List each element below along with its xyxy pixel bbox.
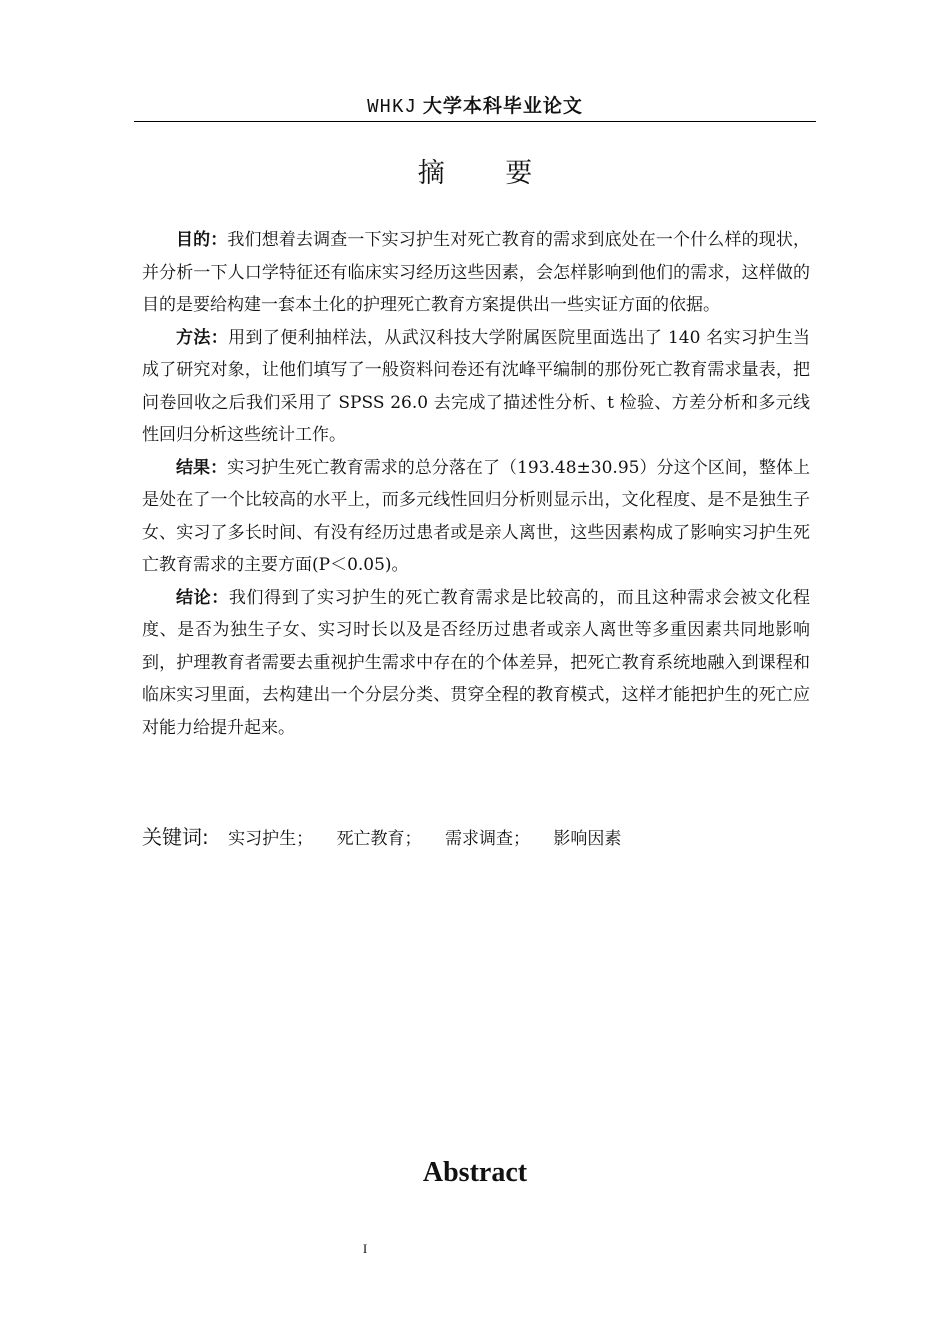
paragraph-colon: ：: [210, 327, 229, 348]
paragraph-label: 结果: [176, 457, 211, 478]
paragraph-colon: ：: [211, 587, 229, 608]
paragraph-text: 我们得到了实习护生的死亡教育需求是比较高的，而且这种需求会被文化程度、是否为独生子女、实习时长以及是否经历过患者或亲人离世等多重因素共同地影响到，护理教育者需要去重视护生需求中存在的个体差异，把死亡教育系统地融入到课程和临床实习里面，去构建出一个分层分类、贯穿全程的教育模式，这样才能把护生的死亡应对能力给提升起来。: [142, 587, 811, 738]
header-rule: [134, 121, 816, 122]
keyword-item: 影响因素: [553, 829, 622, 849]
running-header-latin: WHKJ: [367, 96, 417, 118]
paragraph-label: 方法: [176, 327, 211, 348]
keywords-label: 关键词:: [142, 825, 209, 849]
paragraph-label: 目的: [176, 230, 211, 250]
paragraph-conclusion: [142, 582, 810, 745]
paragraph-colon: ：: [210, 457, 228, 478]
english-abstract-title: Abstract: [422, 1157, 528, 1188]
paragraph-text: 用到了便利抽样法，从武汉科技大学附属医院里面选出了 140 名实习护生当成了研究对象，让他们填写了一般资料问卷还有沈峰平编制的那份死亡教育需求量表，把问卷回收之后我们采用了 SPSS 26.0 去完成了描述性分析、t 检验、方差分析和多元线性回归分析这些统计工作。: [142, 327, 811, 445]
paragraph-text: 实习护生死亡教育需求的总分落在了（193.48±30.95）分这个区间，整体上是处在了一个比较高的水平上，而多元线性回归分析则显示出，文化程度、是不是独生子女、实习了多长时间、有没有经历过患者或是亲人离世，这些因素构成了影响实习护生死亡教育需求的主要方面(P＜0.05)。: [142, 457, 811, 575]
keyword-item: 死亡教育；: [336, 829, 422, 849]
paragraph-result: [142, 452, 810, 582]
paragraph-colon: ：: [210, 230, 228, 250]
keyword-item: 需求调查；: [444, 829, 530, 849]
abstract-body: [142, 224, 810, 744]
keyword-item: 实习护生；: [228, 829, 314, 849]
keywords: [142, 822, 810, 854]
running-header-title: 大学本科毕业论文: [422, 95, 583, 117]
paragraph-label: 结论: [176, 587, 212, 608]
running-header: [134, 93, 816, 120]
page-number: I: [362, 1241, 368, 1256]
abstract-title: 摘 要: [417, 158, 559, 189]
paragraph-method: [142, 322, 810, 452]
paragraph-objective: [142, 224, 810, 322]
paragraph-text: 我们想着去调查一下实习护生对死亡教育的需求到底处在一个什么样的现状，并分析一下人口学特征还有临床实习经历这些因素，会怎样影响到他们的需求，这样做的目的是要给构建一套本土化的护理死亡教育方案提供出一些实证方面的依据。: [142, 230, 811, 315]
